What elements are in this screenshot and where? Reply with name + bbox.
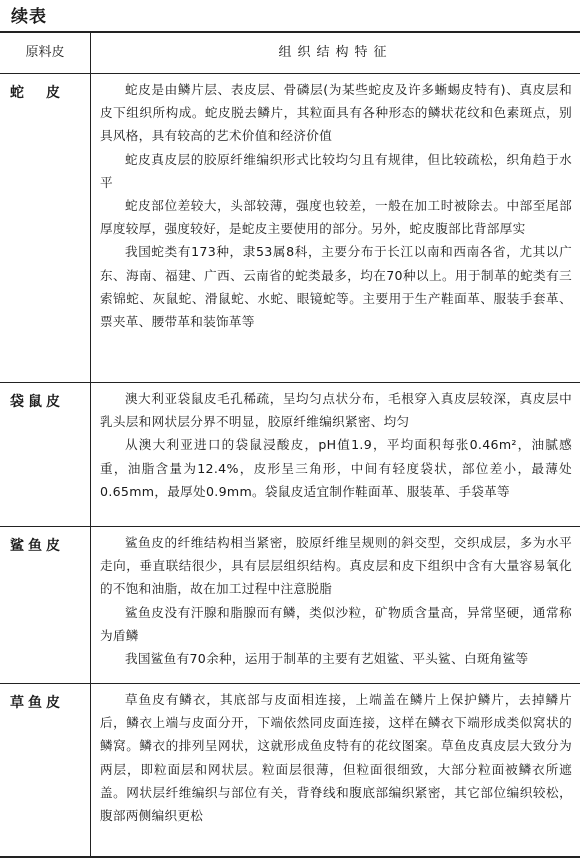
- description-paragraph: 蛇皮是由鳞片层、表皮层、骨磷层(为某些蛇皮及许多蜥蜴皮特有)、真皮层和皮下组织所构成。蛇皮脱去鳞片，其粒面具有各种形态的鳞状花纹和色素斑点，别具风格，具有较高的艺术价值和经济价值: [100, 82, 572, 144]
- row-name: 草鱼皮: [10, 695, 64, 711]
- header-structure: 组织结构特征: [278, 45, 393, 60]
- header-material: 原料皮: [25, 45, 65, 60]
- row-description: [100, 78, 572, 333]
- description-paragraph: 草鱼皮有鳞衣，其底部与皮面相连接，上端盖在鳞片上保护鳞片，去掉鳞片后，鳞衣上端与皮面分开，下端依然同皮面连接，这样在鳞衣下端形成类似窝状的鳞窝。鳞衣的排列呈网状，这就形成鱼皮特有的花纹图案。草鱼皮真皮层大致分为两层，即粒面层和网状层。粒面层很薄，但粒面很细致，大部分粒面被鳞衣所遮盖。网状层纤维编织与部位有关，背脊线和腹底部编织紧密，其它部位编织较松，腹部两侧编织更松: [100, 692, 572, 824]
- row-name: 袋鼠皮: [10, 394, 64, 410]
- table-row-snake: [0, 74, 580, 383]
- description-paragraph: 鲨鱼皮的纤维结构相当紧密，胶原纤维呈规则的斜交型，交织成层，多为水平走向，垂直联结很少，具有层层组织结构。真皮层和皮下组织中含有大量容易氧化的不饱和油脂，故在加工过程中注意脱脂: [100, 535, 572, 597]
- row-description: [100, 688, 572, 827]
- table-row-shark: [0, 527, 580, 684]
- description-paragraph: 鲨鱼皮没有汗腺和脂腺而有鳞，类似沙粒，矿物质含量高，异常坚硬，通常称为盾鳞: [100, 604, 572, 643]
- row-name: 蛇 皮: [10, 85, 64, 101]
- description-paragraph: 我国鲨鱼有70余种，运用于制革的主要有艺姐鲨、平头鲨、白斑角鲨等: [125, 651, 529, 667]
- table-row-kangaroo: [0, 383, 580, 527]
- continued-label: 续表: [11, 7, 47, 27]
- table-row-grass-carp: [0, 684, 580, 858]
- description-paragraph: 我国蛇类有173种，隶53属8科，主要分布于长江以南和西南各省，尤其以广东、海南、福建、广西、云南省的蛇类最多，均在70种以上。用于制革的蛇类有三索锦蛇、灰鼠蛇、滑鼠蛇、水蛇、眼镜蛇等。主要用于生产鞋面革、服装手套革、票夹革、腰带革和装饰革等: [100, 244, 572, 330]
- row-description: [100, 531, 572, 670]
- row-name: 鲨鱼皮: [10, 538, 64, 554]
- description-paragraph: 澳大利亚袋鼠皮毛孔稀疏，呈均匀点状分布，毛根穿入真皮层较深，真皮层中乳头层和网状层分界不明显，胶原纤维编织紧密、均匀: [100, 391, 572, 430]
- description-paragraph: 从澳大利亚进口的袋鼠浸酸皮，pH值1.9，平均面积每张0.46m²，油腻感重，油脂含量为12.4%，皮形呈三角形，中间有轻度袋状，部位差小，最薄处0.65mm，最厚处0.9mm。袋鼠皮适宜制作鞋面革、服装革、手袋革等: [100, 437, 572, 499]
- description-paragraph: 蛇皮真皮层的胶原纤维编织形式比较均匀且有规律，但比较疏松，织角趋于水平: [100, 151, 572, 190]
- description-paragraph: 蛇皮部位差较大，头部较薄，强度也较差，一般在加工时被除去。中部至尾部厚度较厚，强度较好，是蛇皮主要使用的部分。另外，蛇皮腹部比背部厚实: [100, 198, 572, 237]
- row-description: [100, 387, 572, 503]
